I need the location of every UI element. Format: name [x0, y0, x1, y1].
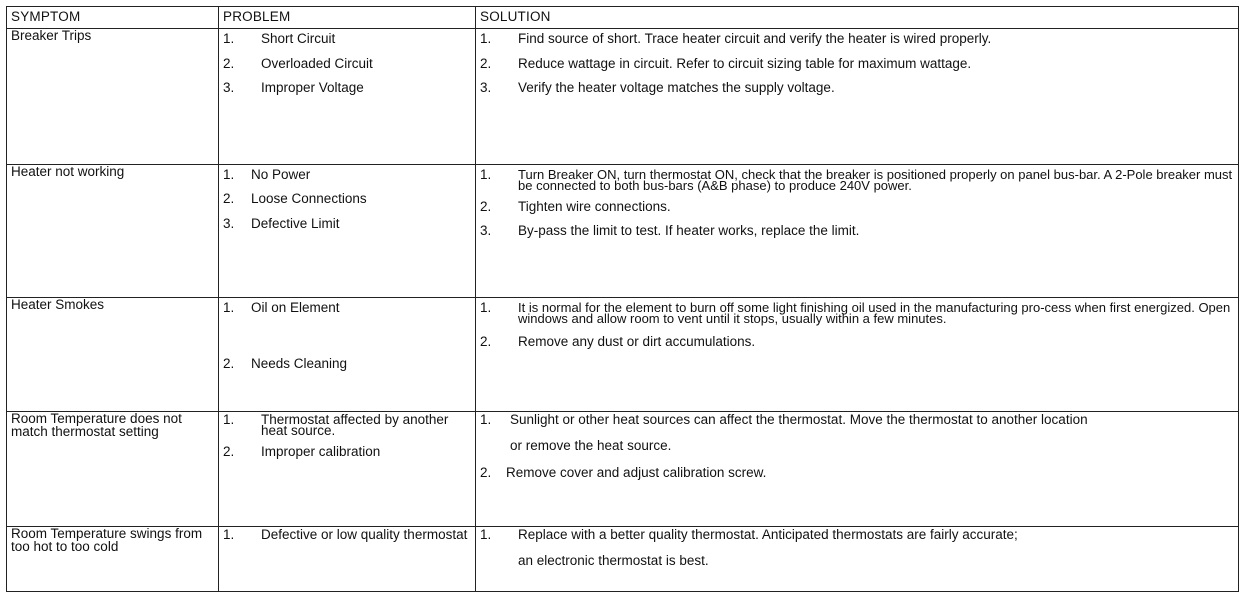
header-symptom: SYMPTOM	[7, 7, 219, 29]
problem-number: 2.	[223, 191, 235, 207]
solution-cell	[476, 164, 1239, 297]
solution-item	[480, 213, 1234, 238]
problem-text: Loose Connections	[251, 191, 367, 207]
problem-item	[223, 29, 471, 46]
problem-text: Improper calibration	[261, 443, 381, 459]
symptom-cell	[7, 298, 219, 412]
problem-item	[223, 298, 471, 315]
solution-text: an electronic thermostat is best.	[518, 553, 709, 569]
table-row	[7, 164, 1239, 297]
solution-number: 3.	[480, 80, 492, 95]
solution-number: 2.	[480, 55, 492, 71]
symptom-cell	[7, 411, 219, 526]
solution-cell	[476, 298, 1239, 412]
solution-cell	[476, 411, 1239, 526]
problem-cell	[219, 164, 476, 297]
problem-item	[223, 315, 471, 371]
solution-item	[480, 527, 1234, 542]
solution-item	[480, 46, 1234, 71]
solution-text: Tighten wire connections.	[518, 198, 671, 214]
problem-number: 1.	[223, 31, 235, 46]
solution-item	[480, 298, 1234, 327]
problem-item	[223, 70, 471, 95]
solution-item	[480, 453, 1234, 480]
solution-text: By-pass the limit to test. If heater works, replace the limit.	[518, 223, 860, 239]
solution-item	[480, 324, 1234, 349]
solution-cell	[476, 526, 1239, 591]
problem-text: Defective or low quality thermostat	[261, 526, 468, 542]
solution-text: Remove any dust or dirt accumulations.	[518, 334, 756, 350]
solution-number: 2.	[480, 464, 492, 480]
solution-text: It is normal for the element to burn off some light finishing oil used in the manufacturing pro-cess when first energized. Open windows and allow room to vent until it stops, usually within a few minutes.	[518, 300, 1231, 327]
problem-text: No Power	[251, 166, 311, 182]
solution-number: 2.	[480, 198, 492, 214]
problem-cell	[219, 29, 476, 165]
solution-text: Turn Breaker ON, turn thermostat ON, check that the breaker is positioned properly on panel bus-bar. A 2-Pole breaker must be connected to both bus-bars (A&B phase) to produce 240V power.	[518, 166, 1233, 193]
problem-number: 2.	[223, 55, 235, 71]
solution-item	[480, 412, 1234, 427]
problem-item	[223, 412, 471, 436]
solution-number: 1.	[480, 166, 492, 182]
solution-number: 1.	[480, 31, 492, 46]
problem-item	[223, 165, 471, 182]
solution-text: Replace with a better quality thermostat. Anticipated thermostats are fairly accurate;	[518, 526, 1018, 542]
problem-number: 1.	[223, 300, 235, 316]
solution-text: Verify the heater voltage matches the supply voltage.	[518, 80, 835, 95]
solution-item	[480, 165, 1234, 191]
problem-text: Overloaded Circuit	[261, 55, 373, 71]
table-row	[7, 526, 1239, 591]
problem-text: Improper Voltage	[261, 80, 364, 95]
solution-text: Reduce wattage in circuit. Refer to circuit sizing table for maximum wattage.	[518, 55, 972, 71]
troubleshooting-table	[6, 6, 1239, 592]
problem-item	[223, 436, 471, 459]
problem-item	[223, 46, 471, 71]
solution-number	[480, 440, 510, 453]
problem-item	[223, 181, 471, 206]
problem-item	[223, 527, 471, 542]
problem-number: 2.	[223, 355, 235, 371]
solution-text: or remove the heat source.	[510, 438, 672, 454]
header-solution: SOLUTION	[476, 7, 1239, 29]
problem-number: 3.	[223, 80, 235, 95]
symptom-text: Room Temperature swings from too hot to too cold	[11, 525, 203, 554]
problem-number: 1.	[223, 166, 235, 182]
solution-number: 1.	[480, 526, 492, 542]
solution-number: 1.	[480, 411, 492, 427]
solution-text: Sunlight or other heat sources can affect the thermostat. Move the thermostat to another location	[510, 411, 1088, 427]
problem-text: Needs Cleaning	[251, 355, 348, 371]
symptom-cell	[7, 164, 219, 297]
symptom-text: Heater not working	[11, 163, 125, 179]
table-row	[7, 411, 1239, 526]
problem-cell	[219, 411, 476, 526]
solution-item	[480, 70, 1234, 95]
problem-number: 2.	[223, 443, 235, 459]
symptom-cell	[7, 526, 219, 591]
problem-item	[223, 206, 471, 231]
symptom-cell	[7, 29, 219, 165]
symptom-text: Room Temperature does not match thermostat setting	[11, 410, 182, 439]
problem-text: Thermostat affected by another heat source.	[261, 411, 449, 438]
symptom-text: Heater Smokes	[11, 297, 105, 313]
problem-text: Short Circuit	[261, 31, 336, 46]
problem-number: 1.	[223, 411, 235, 427]
problem-cell	[219, 526, 476, 591]
problem-cell	[219, 298, 476, 412]
problem-text: Oil on Element	[251, 300, 340, 316]
solution-item	[480, 29, 1234, 46]
table-row	[7, 29, 1239, 165]
solution-number: 3.	[480, 223, 492, 239]
problem-number: 3.	[223, 215, 235, 231]
table-row	[7, 298, 1239, 412]
problem-text: Defective Limit	[251, 215, 340, 231]
solution-text: Find source of short. Trace heater circuit and verify the heater is wired properly.	[518, 31, 992, 46]
header-row	[7, 7, 1239, 29]
problem-number: 1.	[223, 526, 235, 542]
solution-item	[480, 541, 1234, 568]
symptom-text: Breaker Trips	[11, 28, 92, 43]
solution-number	[480, 555, 518, 568]
solution-item	[480, 426, 1234, 453]
solution-number: 2.	[480, 334, 492, 350]
solution-text: Remove cover and adjust calibration screw.	[506, 464, 767, 480]
solution-item	[480, 191, 1234, 214]
solution-number: 1.	[480, 300, 492, 316]
header-problem: PROBLEM	[219, 7, 476, 29]
solution-cell	[476, 29, 1239, 165]
